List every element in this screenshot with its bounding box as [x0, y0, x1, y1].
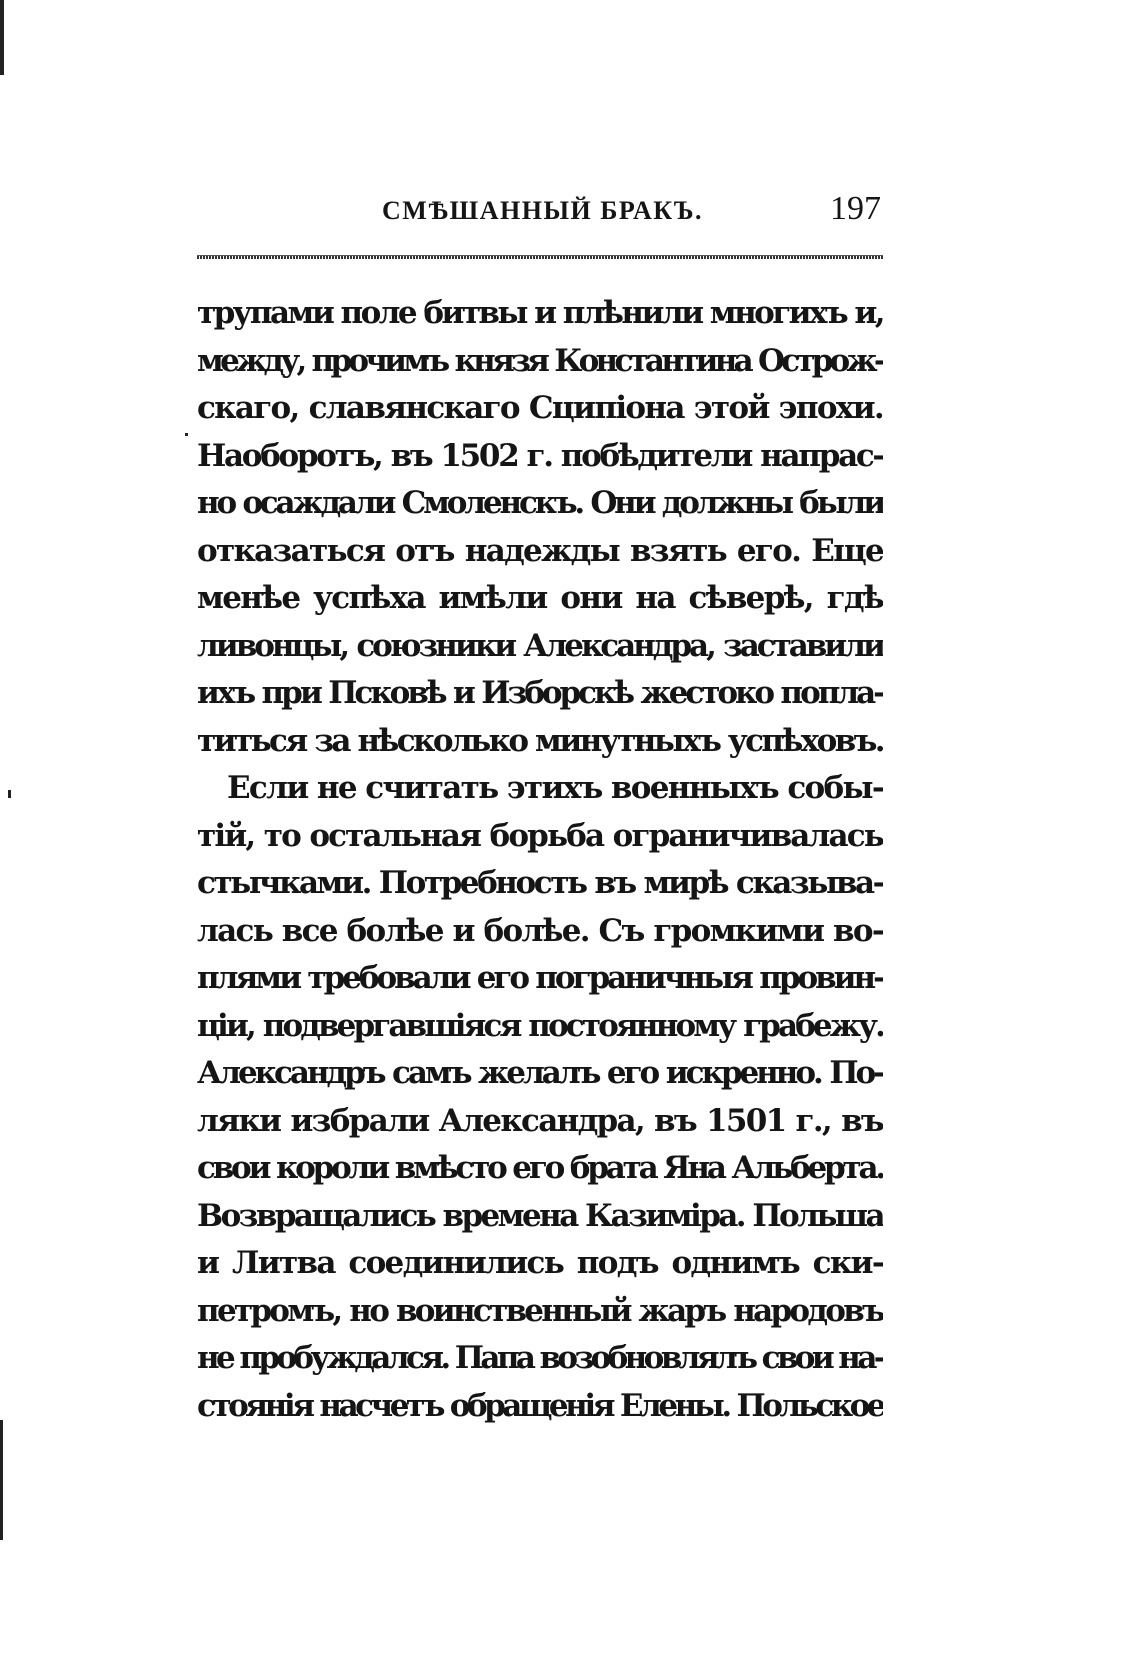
text-line: Возвращались времена Казиміра. Польша: [197, 1197, 883, 1234]
text-line: трупами поле битвы и плѣнили многихъ и,: [197, 295, 883, 331]
text-line: тій, то остальная борьба ограничивалась: [197, 817, 883, 854]
text-line: скаго, славянскаго Сципіона этой эпохи.: [197, 390, 883, 426]
running-title: СМѢШАННЫЙ БРАКЪ.: [382, 196, 703, 225]
text-line: Александръ самъ желалъ его искренно. По-: [197, 1055, 883, 1091]
text-line: но осаждали Смоленскъ. Они должны были: [197, 485, 883, 521]
text-line: титься за нѣсколько минутныхъ успѣховъ.: [197, 722, 883, 759]
text-line: менѣе успѣха имѣли они на сѣверѣ, гдѣ: [197, 580, 883, 616]
text-line: отказаться отъ надежды взять его. Еще: [197, 532, 883, 569]
text-line: между, прочимъ князя Константина Острож-: [197, 342, 883, 379]
text-line: Если не считать этихъ военныхъ собы-: [227, 770, 883, 806]
scan-speck: [8, 790, 11, 798]
page-number: 197: [830, 190, 881, 227]
scan-edge-mark-top: [0, 0, 4, 75]
text-line: петромъ, но воинственный жаръ народовъ: [197, 1292, 883, 1329]
text-line: ихъ при Псковѣ и Изборскѣ жестоко попла-: [197, 675, 883, 711]
scan-speck: [185, 433, 188, 436]
body-text: [197, 290, 883, 1430]
text-line: и Литва соединились подъ однимъ ски-: [197, 1245, 883, 1281]
text-line: ливонцы, союзники Александра, заставили: [197, 627, 883, 664]
paragraph-2: [197, 765, 883, 1430]
text-line: ціи, подвергавшіяся постоянному грабежу.: [197, 1007, 883, 1044]
text-line: плями требовали его пограничныя провин-: [197, 960, 883, 996]
text-line: стоянія насчетъ обращенія Елены. Польское: [197, 1387, 883, 1424]
text-line: ляки избрали Александра, въ 1501 г., въ: [197, 1102, 883, 1139]
text-line: Наоборотъ, въ 1502 г. побѣдители напрас-: [197, 437, 883, 474]
text-line: свои короли вмѣсто его брата Яна Альберта.: [197, 1150, 883, 1186]
paragraph-1: [197, 290, 883, 765]
scan-edge-mark-bottom: [0, 1420, 3, 1540]
header-rule: [197, 255, 883, 259]
page-header: [197, 190, 883, 240]
text-line: не пробуждался. Папа возобновлялъ свои на-: [197, 1340, 883, 1376]
text-line: лась все болѣе и болѣе. Съ громкими во-: [197, 912, 883, 949]
text-line: стычками. Потребность въ мирѣ сказыва-: [197, 865, 883, 901]
